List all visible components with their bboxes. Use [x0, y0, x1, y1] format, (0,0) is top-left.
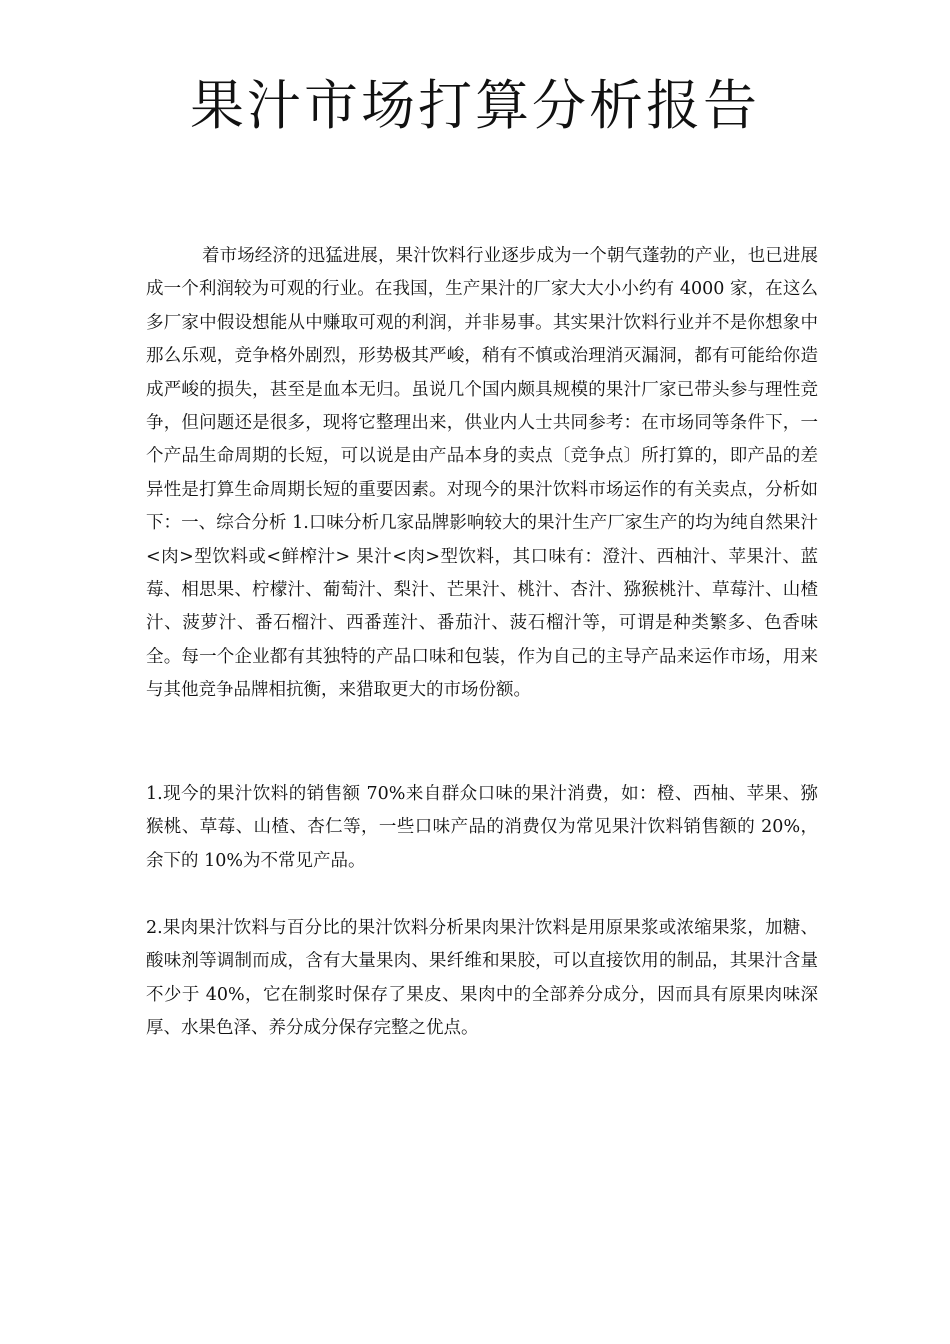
section-one-paragraph: 1.现今的果汁饮料的销售额 70%来自群众口味的果汁消费，如：橙、西柚、苹果、猕猴桃、草莓、山楂、杏仁等，一些口味产品的消费仅为常见果汁饮料销售额的 20%，余下的 10%为不常见产品。: [146, 784, 818, 871]
intro-paragraph: 着市场经济的迅猛进展，果汁饮料行业逐步成为一个朝气蓬勃的产业，也已进展成一个利润较为可观的行业。在我国，生产果汁的厂家大大小小约有 4000 家，在这么多厂家中假设想能从中赚取可观的利润，并非易事。其实果汁饮料行业并不是你想象中那么乐观，竞争格外剧烈，形势极其严峻，稍有不慎或治理消灭漏洞，都有可能给你造成严峻的损失，甚至是血本无归。虽说几个国内颇具规模的果汁厂家已带头参与理性竞争，但问题还是很多，现将它整理出来，供业内人士共同参考：在市场同等条件下，一个产品生命周期的长短，可以说是由产品本身的卖点〔竞争点〕所打算的，即产品的差异性是打算生命周期长短的重要因素。对现今的果汁饮料市场运作的有关卖点，分析如下：一、综合分析 1.口味分析几家品牌影响较大的果汁生产厂家生产的均为纯自然果汁<肉>型饮料或<鲜榨汁> 果汁<肉>型饮料，其口味有：澄汁、西柚汁、苹果汁、蓝莓、相思果、柠檬汁、葡萄汁、梨汁、芒果汁、桃汁、杏汁、猕猴桃汁、草莓汁、山楂汁、菠萝汁、番石榴汁、西番莲汁、番茄汁、菠石榴汁等，可谓是种类繁多、色香味全。每一个企业都有其独特的产品口味和包装，作为自己的主导产品来运作市场，用来与其他竞争品牌相抗衡，来猎取更大的市场份额。: [146, 246, 818, 701]
section-two-paragraph: 2.果肉果汁饮料与百分比的果汁饮料分析果肉果汁饮料是用原果浆或浓缩果浆，加糖、酸味剂等调制而成，含有大量果肉、果纤维和果胶，可以直接饮用的制品，其果汁含量不少于 40%，它在制浆时保存了果皮、果肉中的全部养分成分，因而具有原果肉味深厚、水果色泽、养分成分保存完整之优点。: [146, 918, 818, 1039]
document-title: 果汁市场打算分析报告: [190, 74, 760, 137]
